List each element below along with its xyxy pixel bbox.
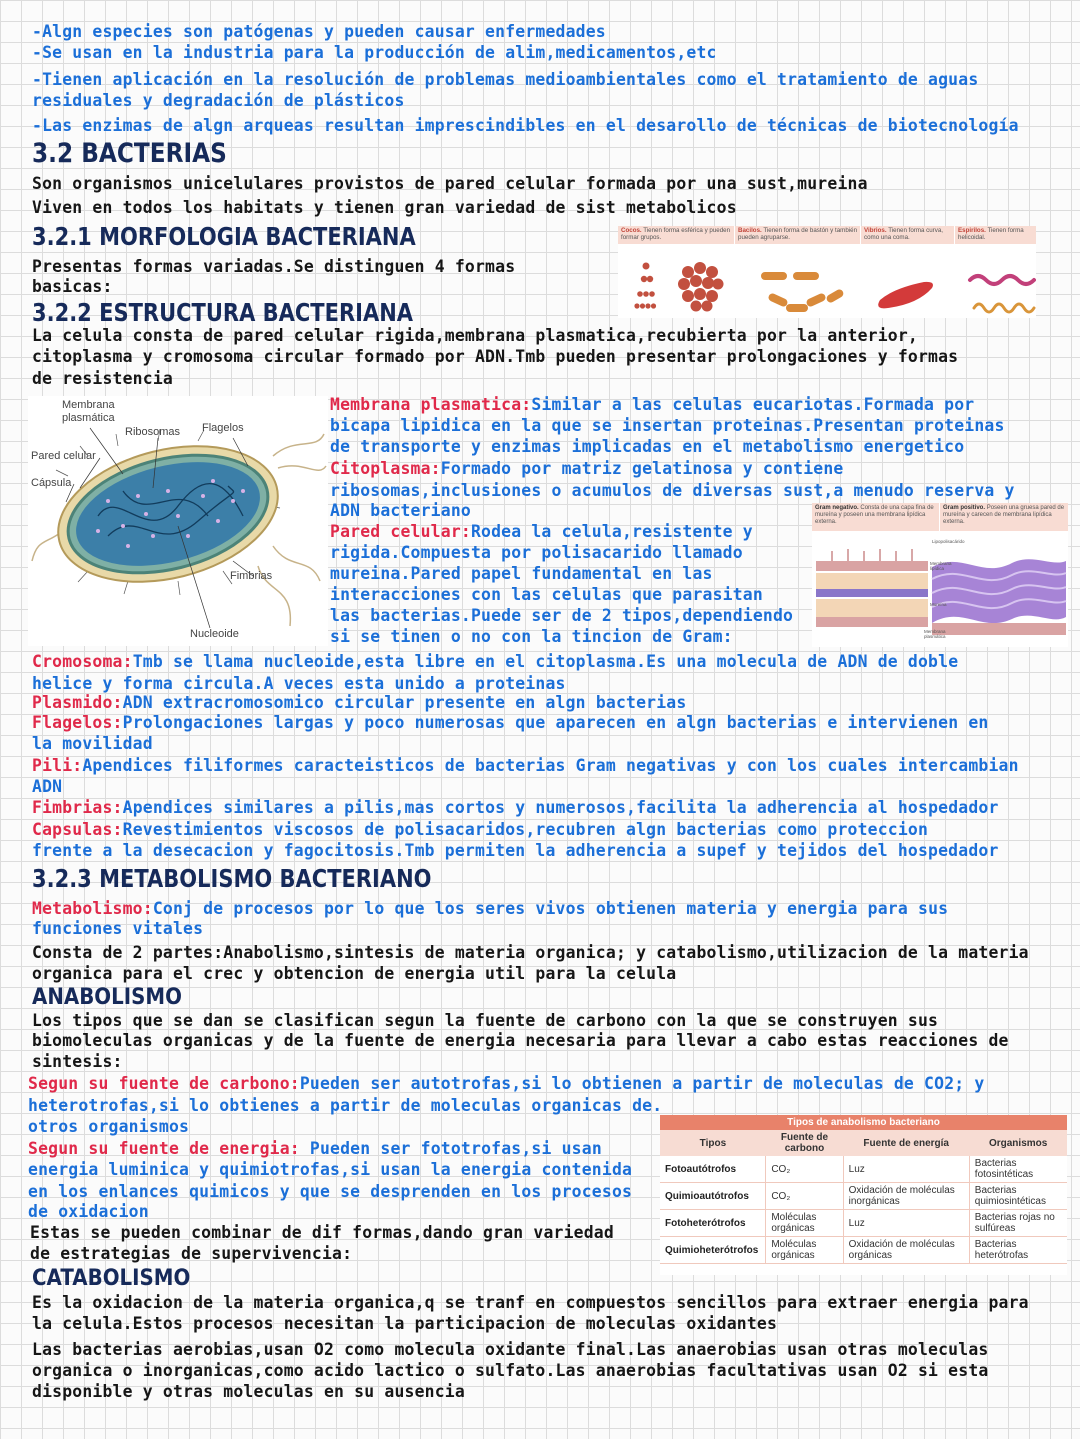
table-cell: Luz xyxy=(843,1156,969,1183)
heading-bacterias: 3.2 BACTERIAS xyxy=(32,138,227,169)
table-header: Fuente de energía xyxy=(843,1130,969,1156)
pared-line-5: las bacterias.Puede ser de 2 tipos,dependiendo xyxy=(330,606,794,625)
label-capsula: Cápsula xyxy=(31,477,72,489)
term-capsulas-line-1: Capsulas:Revestimientos viscosos de polisacaridos,recubren algn bacterias como proteccion xyxy=(32,820,929,839)
morphology-shapes xyxy=(618,244,1036,318)
partes-line-1: Consta de 2 partes:Anabolismo,sintesis de materia organica; y catabolismo,utilizacion de la materia xyxy=(32,943,1029,962)
table-cell: Bacterias rojas no sulfúreas xyxy=(969,1210,1067,1237)
anabolismo-line-3: sintesis: xyxy=(32,1052,123,1071)
gram-label-membrana-pl: Membrana plasmática xyxy=(924,629,946,639)
morfologia-line-1: Presentas formas variadas.Se distinguen 4 formas xyxy=(32,257,516,276)
intro-line-5: -Las enzimas de algn arqueas resultan imprescindibles en el desarollo de técnicas de biotecnología xyxy=(32,116,1019,135)
term-flagelos-line-1: Flagelos:Prolongaciones largas y poco numerosas que aparecen en algn bacterias e intervienen en xyxy=(32,713,989,732)
table-header: Tipos xyxy=(660,1130,766,1156)
table-cell: Quimioheterótrofos xyxy=(660,1237,766,1264)
metabolismo-line-1: Metabolismo:Conj de procesos por lo que los seres vivos obtienen materia y energia para sus xyxy=(32,899,949,918)
term-pili-line-2: ADN xyxy=(32,777,63,796)
label-membrana: Membrana plasmática xyxy=(62,399,115,424)
label-fimbrias: Fimbrias xyxy=(230,570,273,582)
bacterias-line-1: Son organismos unicelulares provistos de pared celular formada por una sust,mureina xyxy=(32,174,868,193)
estructura-line-1: La celula consta de pared celular rigida,membrana plasmatica,recubierta por la anterior, xyxy=(32,326,918,345)
energia-line-2: energia luminica y quimiotrofas,si usan la energia contenida xyxy=(28,1160,633,1179)
carbono-line-3: otros organismos xyxy=(28,1117,190,1136)
catabolismo-line-1: Es la oxidacion de la materia organica,q se tranf en compuestos sencillos para extraer energia para xyxy=(32,1293,1029,1312)
metabolismo-line-2: funciones vitales xyxy=(32,919,204,938)
table-caption: Tipos de anabolismo bacteriano xyxy=(660,1115,1067,1130)
citoplasma-line-3: ADN bacteriano xyxy=(330,501,471,520)
estructura-line-2: citoplasma y cromosoma circular formado por ADN.Tmb pueden presentar prolongaciones y formas xyxy=(32,347,959,366)
anabolismo-line-2: biomoleculas organicas y de la fuente de energia necesaria para llevar a cabo estas reacciones de xyxy=(32,1031,1009,1050)
table-cell: Luz xyxy=(843,1210,969,1237)
membrana-line-2: bicapa lipidica en la que se insertan proteinas.Presentan proteinas xyxy=(330,416,1005,435)
table-cell: CO₂ xyxy=(766,1156,843,1183)
heading-anabolismo: ANABOLISMO xyxy=(32,985,182,1010)
table-header: Fuente de carbono xyxy=(766,1130,843,1156)
pared-line-3: mureina.Pared papel fundamental en las xyxy=(330,564,713,583)
intro-line-1: -Algn especies son patógenas y pueden causar enfermedades xyxy=(32,22,606,41)
catabolismo-line-5: disponible y otras moleculas en su ausencia xyxy=(32,1382,465,1401)
energia-line-4: de oxidacion xyxy=(28,1202,149,1221)
vibrio-icon xyxy=(878,282,933,308)
term-cromosoma-line-1: Cromosoma:Tmb se llama nucleoide,esta libre en el citoplasma.Es una molecula de ADN de doble xyxy=(32,652,959,671)
label-nucleoide: Nucleoide xyxy=(190,628,239,640)
carbono-line-1: Segun su fuente de carbono:Pueden ser autotrofas,si lo obtienen a partir de moleculas de CO2; y xyxy=(28,1074,985,1093)
bacterias-line-2: Viven en todos los habitats y tienen gran variedad de sist metabolicos xyxy=(32,198,737,217)
combinar-line-2: de estrategias de supervivencia: xyxy=(30,1244,353,1263)
gram-negativo-caption: Gram negativo. Consta de una capa fina de mureína y poseen una membrana lipídica externa. xyxy=(812,503,940,531)
espirilo-icon-1 xyxy=(970,276,1034,284)
label-flagelos: Flagelos xyxy=(202,422,244,434)
table-row xyxy=(660,1183,1067,1210)
pared-line-1: Pared celular:Rodea la celula,resistente y xyxy=(330,522,753,541)
bacilos-icon xyxy=(761,272,845,312)
catabolismo-line-2: la celula.Estos procesos necesitan la participacion de moleculas oxidantes xyxy=(32,1314,778,1333)
label-pared: Pared celular xyxy=(31,450,96,462)
form-bacilos-caption: Bacilos. Tienen forma de bastón y también pueden agruparse. xyxy=(735,226,861,244)
table-row xyxy=(660,1210,1067,1237)
heading-estructura: 3.2.2 ESTRUCTURA BACTERIANA xyxy=(32,298,414,327)
intro-line-3: -Tienen aplicación en la resolución de problemas medioambientales como el tratamiento de aguas xyxy=(32,70,979,89)
energia-line-1: Segun su fuente de energia: Pueden ser fototrofas,si usan xyxy=(28,1139,602,1158)
morphology-figure xyxy=(618,226,1036,318)
heading-metabolismo: 3.2.3 METABOLISMO BACTERIANO xyxy=(32,864,432,893)
table-cell: Bacterias fotosintéticas xyxy=(969,1156,1067,1183)
anabolism-table xyxy=(660,1115,1067,1275)
term-cromosoma-line-2: helice y forma circula.A veces esta unido a proteinas xyxy=(32,674,566,693)
citoplasma-line-2: ribosomas,inclusiones o acumulos de diversas sust,a menudo reserva y xyxy=(330,481,1015,500)
carbono-line-2: heterotrofas,si lo obtienes a partir de moleculas organicas de. xyxy=(28,1096,663,1115)
label-ribosomas: Ribosomas xyxy=(125,426,181,438)
table-cell: Bacterias quimiosintéticas xyxy=(969,1183,1067,1210)
term-capsulas-line-2: frente a la desecacion y fagocitosis.Tmb permiten la adherencia a supef y tejidos del hospedador xyxy=(32,841,999,860)
form-espirilos-caption: Espirilos. Tienen forma helicoidal. xyxy=(958,227,1024,241)
table-cell: Bacterias heterótrofas xyxy=(969,1237,1067,1264)
table-cell: Moléculas orgánicas xyxy=(766,1210,843,1237)
table-cell: Oxidación de moléculas orgánicas xyxy=(843,1237,969,1264)
pared-line-2: rigida.Compuesta por polisacarido llamado xyxy=(330,543,743,562)
heading-morfologia: 3.2.1 MORFOLOGIA BACTERIANA xyxy=(32,222,416,251)
gram-label-mureina: Mureína xyxy=(930,602,947,607)
pared-line-6: si se tinen o no con la tincion de Gram: xyxy=(330,627,733,646)
term-flagelos-line-2: la movilidad xyxy=(32,734,153,753)
term-plasmido: Plasmido:ADN extracromosomico circular presente en algn bacterias xyxy=(32,693,687,712)
intro-line-4: residuales y degradación de plásticos xyxy=(32,91,405,110)
table-row xyxy=(660,1156,1067,1183)
pared-line-4: interacciones con las celulas que parasitan xyxy=(330,585,763,604)
table-cell: Moléculas orgánicas xyxy=(766,1237,843,1264)
gram-figure xyxy=(812,503,1068,647)
form-cocos-caption: Cocos. Tienen forma esférica y pueden formar grupos. xyxy=(618,226,735,244)
gram-positivo-caption: Gram positivo. Poseen una gruesa pared de mureína y carecen de membrana lipídica externa. xyxy=(943,505,1065,525)
espirilo-icon-2 xyxy=(974,304,1034,312)
morfologia-line-2: basicas: xyxy=(32,277,113,296)
combinar-line-1: Estas se pueden combinar de dif formas,dando gran variedad xyxy=(30,1223,614,1242)
term-fimbrias: Fimbrias:Apendices similares a pilis,mas cortos y numerosos,facilita la adherencia al hospedador xyxy=(32,798,999,817)
table-row xyxy=(660,1237,1067,1264)
energia-line-3: en los enlances quimicos y que se desprenden en los procesos xyxy=(28,1182,633,1201)
table-cell: Quimioautótrofos xyxy=(660,1183,766,1210)
citoplasma-line-1: Citoplasma:Formado por matriz gelatinosa y contiene xyxy=(330,459,844,478)
intro-line-2: -Se usan en la industria para la producción de alim,medicamentos,etc xyxy=(32,43,717,62)
bacterium-diagram xyxy=(28,396,328,646)
gram-label-membrana-ext: Membrana lipídica xyxy=(930,561,952,571)
heading-catabolismo: CATABOLISMO xyxy=(32,1266,191,1291)
gram-label-lipo: Lipopolisacárido xyxy=(932,539,965,544)
term-pili-line-1: Pili:Apendices filiformes caracteisticos de bacterias Gram negativas y con los cuales intercambian xyxy=(32,756,1019,775)
membrana-line-3: de transporte y enzimas implicadas en el metabolismo energetico xyxy=(330,437,965,456)
table-cell: Oxidación de moléculas inorgánicas xyxy=(843,1183,969,1210)
table-cell: Fotoautótrofos xyxy=(660,1156,766,1183)
estructura-line-3: de resistencia xyxy=(32,369,173,388)
table-header: Organismos xyxy=(969,1130,1067,1156)
table-cell: CO₂ xyxy=(766,1183,843,1210)
anabolismo-line-1: Los tipos que se dan se clasifican segun la fuente de carbono con la que se construyen sus xyxy=(32,1011,939,1030)
catabolismo-line-4: organica o inorganicas,como acido lactico o sulfato.Las anaerobias facultativas usan O2 si esta xyxy=(32,1361,989,1380)
form-vibrios-caption: Vibrios. Tienen forma curva, como una coma. xyxy=(861,226,955,244)
table-cell: Fotoheterótrofos xyxy=(660,1210,766,1237)
membrana-line-1: Membrana plasmatica:Similar a las celulas eucariotas.Formada por xyxy=(330,395,975,414)
cocos-icon xyxy=(634,262,723,312)
partes-line-2: organica para el crec y obtencion de energia util para la celula xyxy=(32,964,677,983)
catabolismo-line-3: Las bacterias aerobias,usan O2 como molecula oxidante final.Las anaerobias usan otras moleculas xyxy=(32,1340,989,1359)
